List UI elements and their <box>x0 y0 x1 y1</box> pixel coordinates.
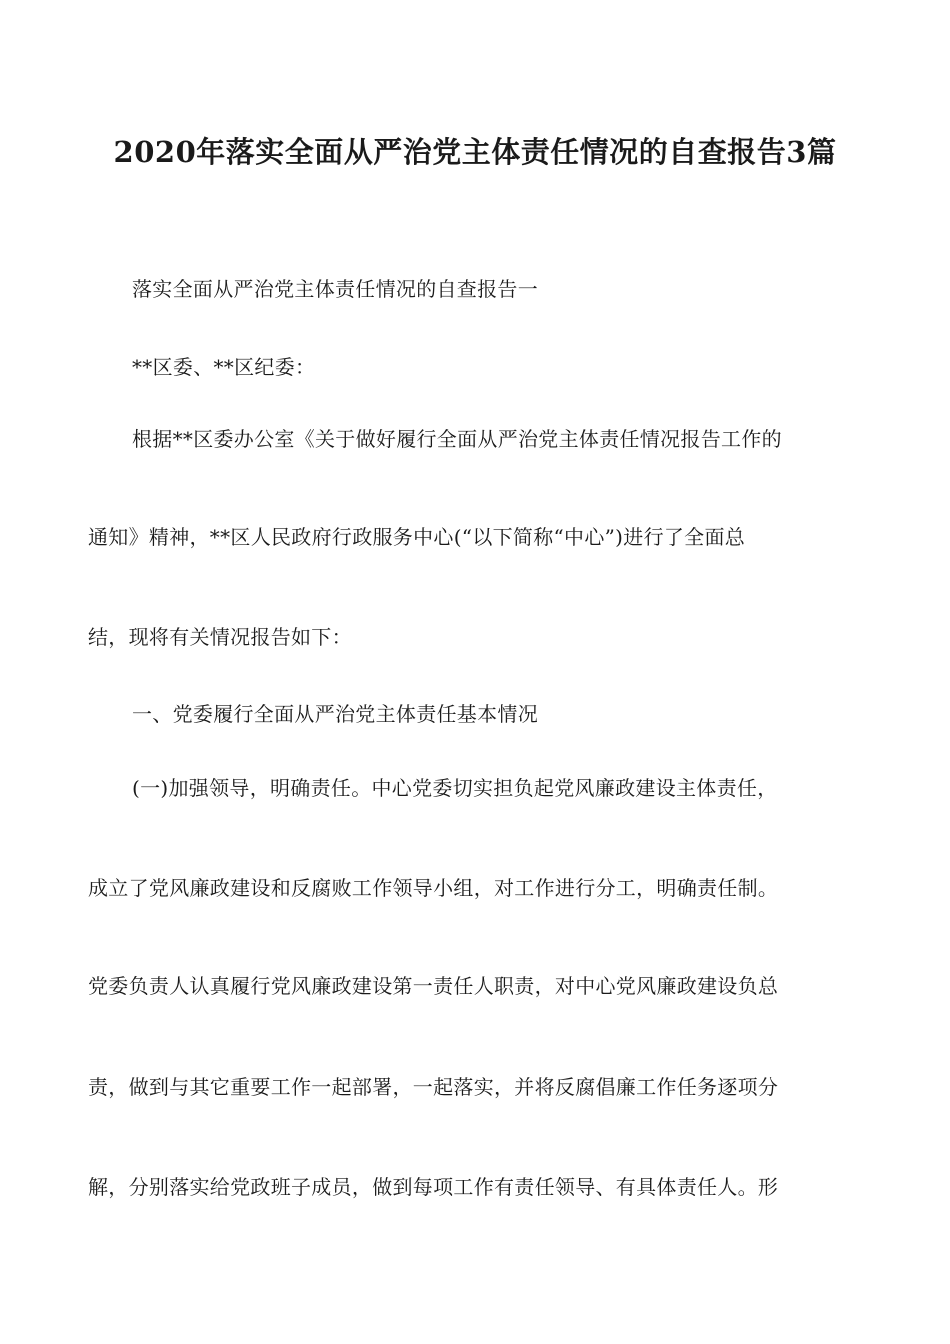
paragraph-line: 党委负责人认真履行党风廉政建设第一责任人职责，对中心党风廉政建设负总 <box>88 974 779 998</box>
document-title: 2020年落实全面从严治党主体责任情况的自查报告3篇 <box>113 135 837 169</box>
paragraph-line: 成立了党风廉政建设和反腐败工作领导小组，对工作进行分工，明确责任制。 <box>88 876 779 900</box>
salutation-line: **区委、**区纪委： <box>132 355 316 379</box>
section-heading-one: 一、党委履行全面从严治党主体责任基本情况 <box>132 702 538 726</box>
paragraph-line: 通知》精神，**区人民政府行政服务中心(“以下简称“中心”)进行了全面总 <box>88 525 746 549</box>
section-heading-report-one: 落实全面从严治党主体责任情况的自查报告一 <box>132 277 538 301</box>
paragraph-line: 责，做到与其它重要工作一起部署，一起落实，并将反腐倡廉工作任务逐项分 <box>88 1075 779 1099</box>
paragraph-line: 结，现将有关情况报告如下： <box>88 625 352 649</box>
paragraph-line: 根据**区委办公室《关于做好履行全面从严治党主体责任情况报告工作的 <box>132 427 782 451</box>
paragraph-line: (一)加强领导，明确责任。中心党委切实担负起党风廉政建设主体责任， <box>132 776 778 800</box>
paragraph-line: 解，分别落实给党政班子成员，做到每项工作有责任领导、有具体责任人。形 <box>88 1175 779 1199</box>
